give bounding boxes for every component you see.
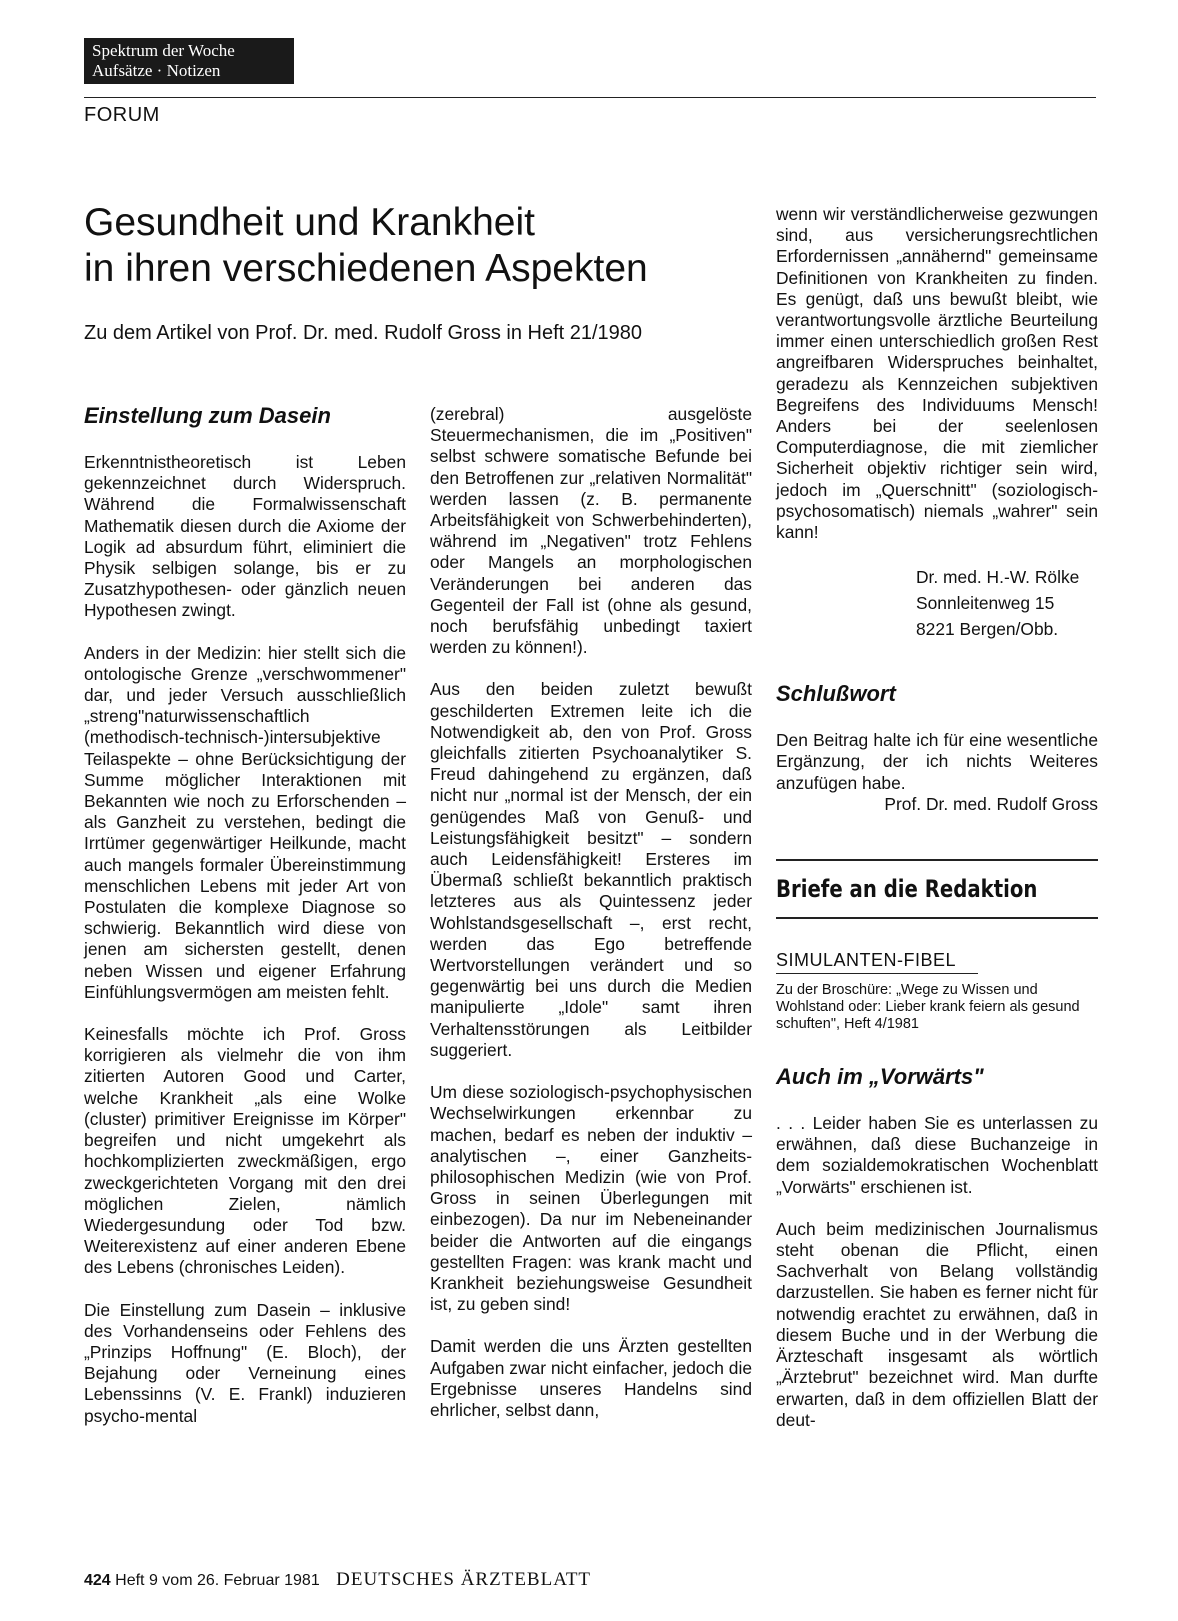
title-line-2: in ihren verschiedenen Aspekten: [84, 247, 648, 290]
letter-reference: Zu der Broschüre: „Wege zu Wissen und Wohlstand oder: Lieber krank feiern als gesund schuften", Heft 4/1981: [776, 982, 1080, 1033]
section-label: FORUM: [84, 104, 160, 126]
article-subheading: Einstellung zum Dasein: [84, 403, 331, 428]
paragraph: wenn wir verständlicherweise gezwungen sind, aus versicherungsrechtlichen Erfordernissen „annähernd" gemeinsame Definitionen von Krankheiten zu finden. Es genügt, daß uns bewußt bleibt, wie verantwortungsvolle ärztliche Beurteilung immer einen unterschiedlich großen Rest angreifbaren Widerspruches beinhaltet, geradezu als Kennzeichen subjektiven Begreifens des Individuums Mensch! Anders bei der seelenlosen Computerdiagnose, die mit ziemlicher Sicherheit objektiv richtiger sein wird, jedoch im „Querschnitt" (soziologisch-psychosomatisch) niemals „wahrer" sein kann!: [776, 204, 1098, 543]
schlusswort-heading: Schlußwort: [776, 681, 896, 707]
title-line-1: Gesundheit und Krankheit: [84, 201, 535, 244]
signature-street: Sonnleitenweg 15: [916, 593, 1055, 614]
schlusswort-text: Den Beitrag halte ich für eine wesentliche Ergänzung, der ich nichts Weiteres anzufügen habe.: [776, 730, 1098, 793]
column-2: [430, 404, 752, 1442]
issue-info: Heft 9 vom 26. Februar 1981: [115, 1572, 320, 1589]
column-1: [84, 402, 406, 1448]
paragraph: Um diese soziologisch-psychophysischen Wechselwirkungen erkennbar zu machen, bedarf es neben der induktiv – analytischen –, einer Ganzheits-philosophischen Medizin (wie von Prof. Gross in seinen Überlegungen mit einbezogen). Da nur im Nebeneinander beider die Antworten auf die eingangs gestellten Fragen: was krank macht und Krankheit beziehungsweise Gesundheit ist, zu geben sind!: [430, 1082, 752, 1315]
schlusswort-signature: Prof. Dr. med. Rudolf Gross: [884, 793, 1098, 814]
paragraph: Damit werden die uns Ärzten gestellten Aufgaben zwar nicht einfacher, jedoch die Ergebnisse unseres Handelns sind ehrlicher, selbst dann,: [430, 1336, 752, 1420]
page-number: 424: [84, 1572, 111, 1589]
page-footer: [84, 1569, 591, 1591]
paragraph: Keinesfalls möchte ich Prof. Gross korrigieren als vielmehr die von ihm zitierten Autoren Good und Carter, welche Krankheit „als eine Wolke (cluster) primitiver Ereignisse im Körper" begreifen und nicht umgekehrt als hochkomplizierten zweckmäßigen, ergo zweckgerichteten Vorgang mit den drei möglichen Zielen, nämlich Wiedergesundung oder Tod bzw. Weiterexistenz auf einer anderen Ebene des Lebens (chronisches Leiden).: [84, 1024, 406, 1278]
letter-topic: SIMULANTEN-FIBEL: [776, 950, 957, 971]
paragraph: Anders in der Medizin: hier stellt sich die ontologische Grenze „verschwommener" dar, und jeder Versuch ausschließlich „streng"naturwissenschaftlich (methodisch-technisch-)intersubjektive Teilaspekte – ohne Berücksichtigung der Summe möglicher Interaktionen mit Bekannten wie noch zu Erforschenden – als Ganzheit zu verstehen, bedingt die Irrtümer gegenwärtiger Heilkunde, macht auch mangels formaler Übereinstimmung menschlichen Lebens mit jeder Art von Postulaten die komplexe Diagnose so schwierig. Bekanntlich wird diese von jenen am sichersten gestellt, denen neben Wissen und eigener Erfahrung Einfühlungsvermögen am meisten fehlt.: [84, 642, 406, 1002]
letter-heading: Auch im „Vorwärts": [776, 1064, 984, 1090]
letter-paragraph: . . . Leider haben Sie es unterlassen zu erwähnen, daß diese Buchanzeige in dem sozialdemokratischen Wochenblatt „Vorwärts" erschienen ist.: [776, 1113, 1098, 1197]
column-3: [776, 204, 1098, 1452]
author-signature: [916, 564, 1098, 642]
briefe-rule-bottom: [776, 917, 1098, 919]
paragraph: Die Einstellung zum Dasein – inklusive des Vorhandenseins oder Fehlens des „Prinzips Hoffnung" (E. Bloch), der Bejahung oder Verneinung eines Lebenssinns (V. E. Frankl) induzieren psycho-mental: [84, 1299, 406, 1426]
topic-underline: [776, 973, 978, 974]
rubric-line-2: Aufsätze · Notizen: [92, 61, 221, 80]
briefe-heading: Briefe an die Redaktion: [776, 875, 1038, 904]
signature-city: 8221 Bergen/Obb.: [916, 619, 1059, 640]
article-subtitle: Zu dem Artikel von Prof. Dr. med. Rudolf Gross in Heft 21/1980: [84, 322, 643, 344]
top-divider: [84, 97, 1096, 98]
paragraph: Aus den beiden zuletzt bewußt geschilderten Extremen leite ich die Notwendigkeit ab, den von Prof. Gross gleichfalls zitierten Psychoanalytiker S. Freud dahingehend zu ergänzen, daß nicht nur „normal ist der Mensch, der ein genügendes Maß von Genuß- und Leistungsfähigkeit besitzt" – sondern auch Leidensfähigkeit! Ersteres im Übermaß schließt bekanntlich praktisch letzteres aus als Quintessenz jeder Wohlstandsgesellschaft –, erst recht, werden das Ego betreffende Wertvorstellungen verändert und so gegenwärtig bei uns durch die Medien manipulierte „Idole" samt ihren Verhaltensstörungen als Leitbilder suggeriert.: [430, 679, 752, 1060]
rubric-line-1: Spektrum der Woche: [92, 41, 235, 60]
signature-name: Dr. med. H.-W. Rölke: [916, 567, 1080, 588]
letter-paragraph: Auch beim medizinischen Journalismus steht obenan die Pflicht, einen Sachverhalt von Belang vollständig darzustellen. Sie haben es ferner nicht für notwendig erachtet zu erwähnen, daß in diesem Buche und in der Werbung die Ärzteschaft insgesamt als wörtlich „Ärztebrut" bezeichnet wird. Man durfte erwarten, daß in dem offiziellen Blatt der deut-: [776, 1218, 1098, 1430]
article-title: [84, 200, 724, 292]
paragraph: Erkenntnistheoretisch ist Leben gekennzeichnet durch Widerspruch. Während die Formalwissenschaft Mathematik diesen durch die Axiome der Logik ad absurdum führt, eliminiert die Physik selbigen solange, bis er zu Zusatzhypothesen- oder gänzlich neuen Hypothesen zwingt.: [84, 452, 406, 621]
section-rubric: [84, 38, 294, 84]
publication-name: DEUTSCHES ÄRZTEBLATT: [336, 1569, 592, 1590]
paragraph: (zerebral) ausgelöste Steuermechanismen, die im „Positiven" selbst schwere somatische Befunde bei den Betroffenen zur „relativen Normalität" werden lassen (z. B. permanente Arbeitsfähigkeit von Schwerbehinderten), während im „Negativen" trotz Fehlens oder Mangels an morphologischen Veränderungen bei anderen das Gegenteil der Fall ist (ohne als gesund, noch berufsfähig unbedingt taxiert werden zu können!).: [430, 404, 752, 658]
